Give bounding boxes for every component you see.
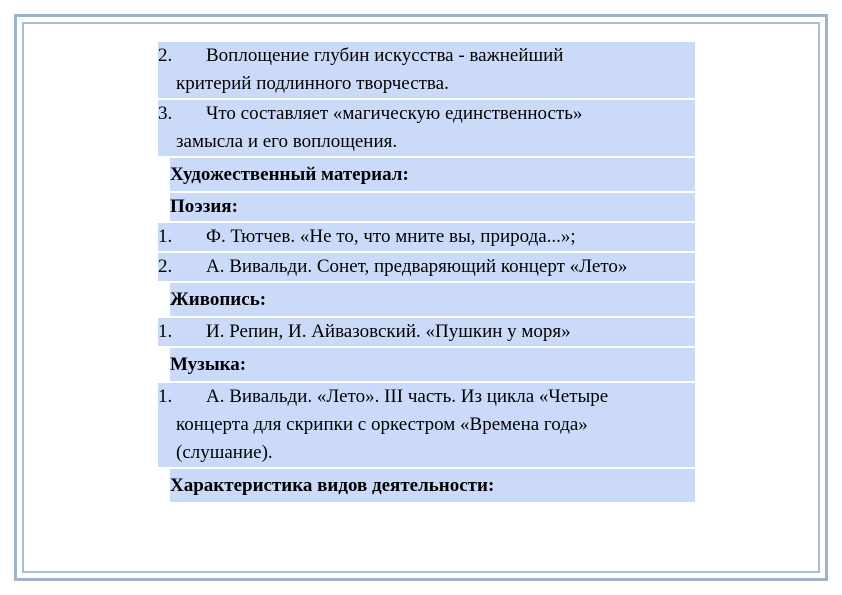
item-number: 1. <box>158 226 173 247</box>
list-item <box>158 223 695 251</box>
list-item <box>158 383 695 467</box>
section-heading: Характеристика видов деятельности: <box>170 469 695 502</box>
item-text-line: замысла и его воплощения. <box>176 131 398 152</box>
item-number: 2. <box>158 256 173 277</box>
item-text-line: Ф. Тютчев. «Не то, что мните вы, природа...»; <box>206 226 576 247</box>
item-text-line: Что составляет «магическую единственность» <box>206 103 583 124</box>
item-text-line: концерта для скрипки с оркестром «Времена года» <box>176 414 588 435</box>
item-text-line: (слушание). <box>176 442 273 463</box>
item-number: 1. <box>158 386 173 407</box>
item-number: 3. <box>158 103 173 124</box>
section-heading: Живопись: <box>170 283 695 316</box>
item-number: 2. <box>158 45 173 66</box>
item-text-line: И. Репин, И. Айвазовский. «Пушкин у моря» <box>206 321 571 342</box>
item-text-line: критерий подлинного творчества. <box>176 73 449 94</box>
item-text-line: А. Вивальди. «Лето». III часть. Из цикла «Четыре <box>206 386 609 407</box>
list-item <box>158 42 695 98</box>
section-heading: Поэзия: <box>170 193 695 221</box>
item-text-line: А. Вивальди. Сонет, предваряющий концерт «Лето» <box>206 256 628 277</box>
section-heading: Художественный материал: <box>170 158 695 191</box>
item-number: 1. <box>158 321 173 342</box>
section-heading: Музыка: <box>170 348 695 381</box>
slide-content <box>158 42 695 504</box>
list-item <box>158 318 695 346</box>
item-text-line: Воплощение глубин искусства - важнейший <box>206 45 564 66</box>
list-item <box>158 253 695 281</box>
list-item <box>158 100 695 156</box>
